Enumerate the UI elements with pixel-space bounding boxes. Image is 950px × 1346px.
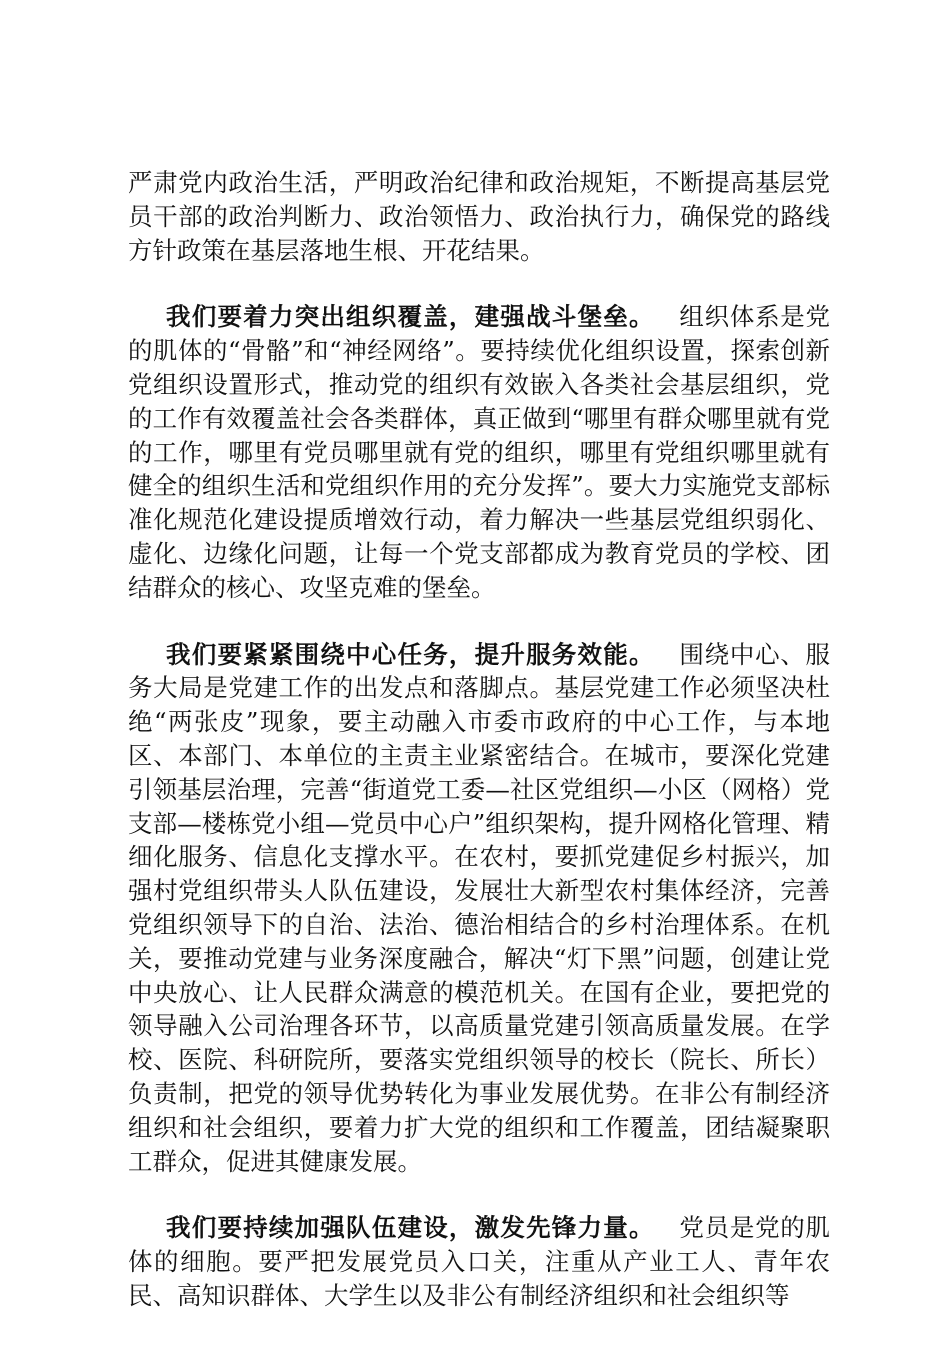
- paragraph-1-text: 严肃党内政治生活，严明政治纪律和政治规矩，不断提高基层党员干部的政治判断力、政治领悟力、政治执行力，确保党的路线方针政策在基层落地生根、开花结果。: [128, 168, 830, 265]
- paragraph-2: [128, 300, 830, 604]
- document-body: [128, 166, 830, 1346]
- paragraph-3: [128, 638, 830, 1179]
- paragraph-2-text: 组织体系是党的肌体的“骨骼”和“神经网络”。要持续优化组织设置，探索创新党组织设置形式，推动党的组织有效嵌入各类社会基层组织，党的工作有效覆盖社会各类群体，真正做到“哪里有群众哪里就有党的工作，哪里有党员哪里就有党的组织，哪里有党组织哪里就有健全的组织生活和党组织作用的充分发挥”。要大力实施党支部标准化规范化建设提质增效行动，着力解决一些基层党组织弱化、虚化、边缘化问题，让每一个党支部都成为教育党员的学校、团结群众的核心、攻坚克难的堡垒。: [128, 302, 831, 602]
- paragraph-4-heading: 我们要持续加强队伍建设，激发先锋力量。: [166, 1213, 655, 1243]
- paragraph-4-text: 党员是党的肌体的细胞。要严把发展党员入口关，注重从产业工人、青年农民、高知识群体、大学生以及非公有制经济组织和社会组织等: [128, 1213, 831, 1310]
- paragraph-2-heading: 我们要着力突出组织覆盖，建强战斗堡垒。: [166, 302, 655, 332]
- paragraph-4: [128, 1211, 830, 1312]
- paragraph-3-heading: 我们要紧紧围绕中心任务，提升服务效能。: [166, 639, 655, 669]
- paragraph-1: [128, 166, 830, 267]
- paragraph-3-text: 围绕中心、服务大局是党建工作的出发点和落脚点。基层党建工作必须坚决杜绝“两张皮”现象，要主动融入市委市政府的中心工作，与本地区、本部门、本单位的主责主业紧密结合。在城市，要深化党建引领基层治理，完善“街道党工委—社区党组织—小区（网格）党支部—楼栋党小组—党员中心户”组织架构，提升网格化管理、精细化服务、信息化支撑水平。在农村，要抓党建促乡村振兴，加强村党组织带头人队伍建设，发展壮大新型农村集体经济，完善党组织领导下的自治、法治、德治相结合的乡村治理体系。在机关，要推动党建与业务深度融合，解决“灯下黑”问题，创建让党中央放心、让人民群众满意的模范机关。在国有企业，要把党的领导融入公司治理各环节，以高质量党建引领高质量发展。在学校、医院、科研院所，要落实党组织领导的校长（院长、所长）负责制，把党的领导优势转化为事业发展优势。在非公有制经济组织和社会组织，要着力扩大党的组织和工作覆盖，团结凝聚职工群众，促进其健康发展。: [128, 639, 831, 1176]
